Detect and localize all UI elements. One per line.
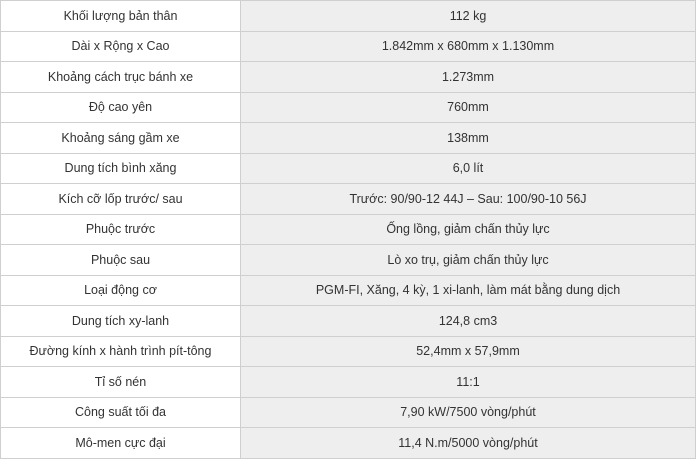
table-row xyxy=(1,367,696,398)
spec-value: 7,90 kW/7500 vòng/phút xyxy=(241,397,696,428)
spec-label: Dài x Rộng x Cao xyxy=(1,31,241,62)
spec-value: 52,4mm x 57,9mm xyxy=(241,336,696,367)
spec-value: 112 kg xyxy=(241,1,696,32)
spec-value: 1.842mm x 680mm x 1.130mm xyxy=(241,31,696,62)
spec-value: 760mm xyxy=(241,92,696,123)
spec-label: Đường kính x hành trình pít-tông xyxy=(1,336,241,367)
spec-label: Khoảng cách trục bánh xe xyxy=(1,62,241,93)
spec-label: Khoảng sáng gầm xe xyxy=(1,123,241,154)
spec-value: 138mm xyxy=(241,123,696,154)
spec-label: Công suất tối đa xyxy=(1,397,241,428)
spec-value: 6,0 lít xyxy=(241,153,696,184)
spec-label: Dung tích bình xăng xyxy=(1,153,241,184)
spec-value: 11,4 N.m/5000 vòng/phút xyxy=(241,428,696,459)
spec-value: 11:1 xyxy=(241,367,696,398)
table-row xyxy=(1,92,696,123)
table-row xyxy=(1,275,696,306)
table-row xyxy=(1,1,696,32)
spec-label: Loại động cơ xyxy=(1,275,241,306)
table-row xyxy=(1,31,696,62)
spec-label: Phuộc sau xyxy=(1,245,241,276)
table-row xyxy=(1,306,696,337)
spec-label: Dung tích xy-lanh xyxy=(1,306,241,337)
table-row xyxy=(1,245,696,276)
table-row xyxy=(1,153,696,184)
spec-table-body xyxy=(1,1,696,459)
spec-value: 1.273mm xyxy=(241,62,696,93)
spec-label: Khối lượng bản thân xyxy=(1,1,241,32)
spec-label: Mô-men cực đại xyxy=(1,428,241,459)
spec-value: Lò xo trụ, giảm chấn thủy lực xyxy=(241,245,696,276)
table-row xyxy=(1,214,696,245)
spec-value: Trước: 90/90-12 44J – Sau: 100/90-10 56J xyxy=(241,184,696,215)
spec-label: Phuộc trước xyxy=(1,214,241,245)
table-row xyxy=(1,397,696,428)
spec-label: Kích cỡ lốp trước/ sau xyxy=(1,184,241,215)
spec-value: Ống lồng, giảm chấn thủy lực xyxy=(241,214,696,245)
table-row xyxy=(1,62,696,93)
spec-label: Độ cao yên xyxy=(1,92,241,123)
table-row xyxy=(1,428,696,459)
spec-value: 124,8 cm3 xyxy=(241,306,696,337)
table-row xyxy=(1,336,696,367)
table-row xyxy=(1,123,696,154)
spec-label: Tỉ số nén xyxy=(1,367,241,398)
spec-value: PGM-FI, Xăng, 4 kỳ, 1 xi-lanh, làm mát bằng dung dịch xyxy=(241,275,696,306)
table-row xyxy=(1,184,696,215)
